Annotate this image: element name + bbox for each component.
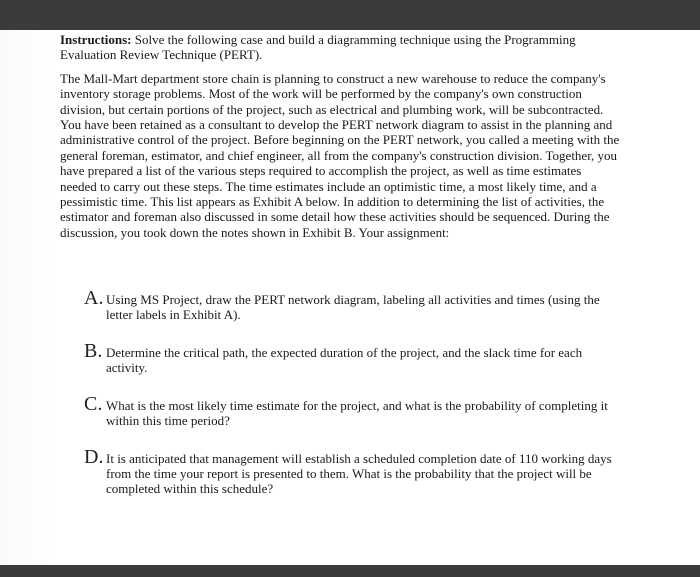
question-c xyxy=(84,394,634,428)
case-paragraph: The Mall-Mart department store chain is planning to construct a new warehouse to reduce the company's inventory storage problems. Most of the work will be performed by the company's own construction division, but certain portions of the project, such as electrical and plumbing work, will be subcontracted. You have been retained as a consultant to develop the PERT network diagram to assist in the planning and administrative control of the project. Before beginning on the PERT network, you called a meeting with the general foreman, estimator, and chief engineer, all from the company's construction division. Together, you have prepared a list of the various steps required to accomplish the project, as well as time estimates needed to carry out these steps. The time estimates include an optimistic time, a most likely time, and a pessimistic time. This list appears as Exhibit A below. In addition to determining the list of activities, the estimator and foreman also discussed in some detail how these activities should be sequenced. During the discussion, you took down the notes shown in Exhibit B. Your assignment: xyxy=(60,70,620,240)
question-a-letter: A. xyxy=(84,287,104,309)
question-b xyxy=(84,341,634,375)
question-d-text: It is anticipated that management will establish a scheduled completion date of 110 working days from the time your report is presented to them. What is the probability that the project will be completed within this schedule? xyxy=(106,451,612,496)
question-b-letter: B. xyxy=(84,340,103,362)
question-a-text: Using MS Project, draw the PERT network diagram, labeling all activities and times (using the letter labels in Exhibit A). xyxy=(106,292,600,322)
instructions-text: Solve the following case and build a diagramming technique using the Programming Evaluation Review Technique (PERT). xyxy=(60,32,576,63)
question-d-letter: D. xyxy=(84,446,104,468)
question-b-text: Determine the critical path, the expected duration of the project, and the slack time for each activity. xyxy=(106,345,583,375)
top-bar xyxy=(0,0,700,30)
question-list xyxy=(84,288,634,515)
text-block xyxy=(60,32,620,248)
question-c-text: What is the most likely time estimate for the project, and what is the probability of completing it within this time period? xyxy=(106,398,608,428)
question-a xyxy=(84,288,634,322)
question-c-letter: C. xyxy=(84,393,103,415)
document-page xyxy=(0,30,700,565)
instructions-label: Instructions: xyxy=(60,32,132,47)
bottom-bar xyxy=(0,565,700,577)
instructions-paragraph xyxy=(60,32,620,63)
question-d xyxy=(84,447,634,496)
